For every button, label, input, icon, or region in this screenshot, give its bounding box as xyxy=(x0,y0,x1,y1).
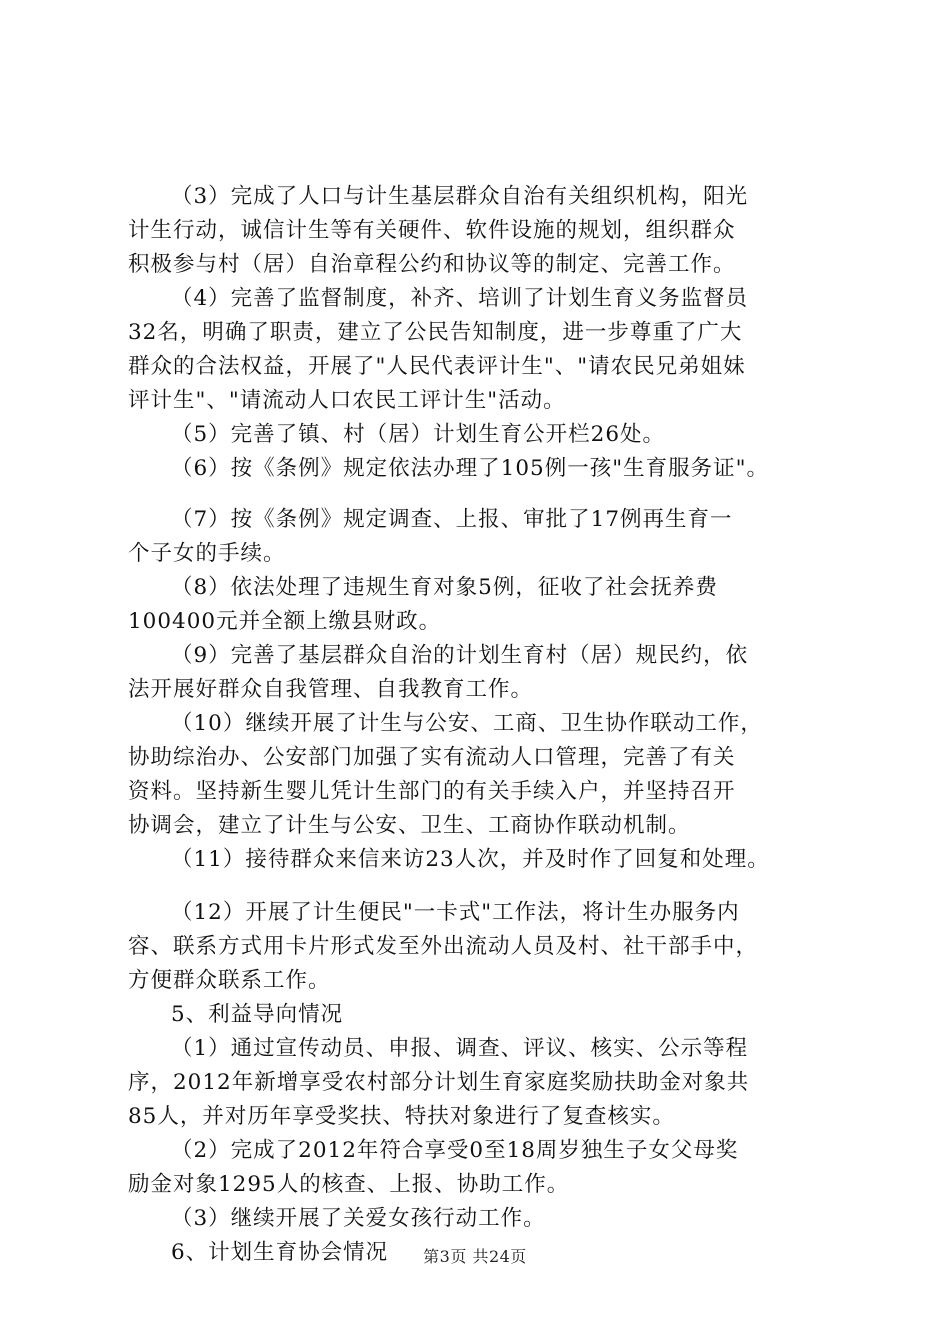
text-line: 85人，并对历年享受奖扶、特扶对象进行了复查核实。 xyxy=(128,1104,675,1129)
paragraph-9 xyxy=(128,639,838,707)
paragraph-benefit-3 xyxy=(128,1202,838,1236)
paragraph-6 xyxy=(128,452,838,486)
text-line: 计生行动，诚信计生等有关硬件、软件设施的规划，组织群众 xyxy=(128,218,736,243)
page-number-footer: 第3页 共24页 xyxy=(423,1247,527,1266)
paragraph-7 xyxy=(128,503,838,571)
text-line: 评计生"、"请流动人口农民工评计生"活动。 xyxy=(128,388,566,413)
text-line: （1）通过宣传动员、申报、调查、评议、核实、公示等程 xyxy=(171,1036,749,1061)
text-line: 容、联系方式用卡片形式发至外出流动人员及村、社干部手中， xyxy=(128,934,759,959)
paragraph-5 xyxy=(128,418,838,452)
text-line: 序，2012年新增享受农村部分计划生育家庭奖励扶助金对象共 xyxy=(128,1070,750,1095)
text-line: 法开展好群众自我管理、自我教育工作。 xyxy=(128,677,534,702)
text-line: （8）依法处理了违规生育对象5例，征收了社会抚养费 xyxy=(171,575,718,600)
text-line: 6、计划生育协会情况 xyxy=(171,1240,389,1265)
text-line: 协助综治办、公安部门加强了实有流动人口管理，完善了有关 xyxy=(128,745,736,770)
paragraph-3 xyxy=(128,180,838,282)
text-line: （3）继续开展了关爱女孩行动工作。 xyxy=(171,1206,546,1231)
paragraph-12 xyxy=(128,896,838,998)
text-line: （2）完成了2012年符合享受0至18周岁独生子女父母奖 xyxy=(171,1138,739,1163)
paragraph-8 xyxy=(128,571,838,639)
paragraph-10 xyxy=(128,707,838,843)
text-line: 资料。坚持新生婴儿凭计生部门的有关手续入户，并坚持召开 xyxy=(128,779,736,804)
text-line: 励金对象1295人的核查、上报、协助工作。 xyxy=(128,1172,570,1197)
text-line: （7）按《条例》规定调查、上报、审批了17例再生育一 xyxy=(171,507,733,532)
text-line: （12）开展了计生便民"一卡式"工作法，将计生办服务内 xyxy=(171,900,740,925)
paragraph-4 xyxy=(128,282,838,418)
text-line: （6）按《条例》规定依法办理了105例一孩"生育服务证"。 xyxy=(171,456,769,481)
paragraph-11 xyxy=(128,843,838,877)
text-line: 群众的合法权益，开展了"人民代表评计生"、"请农民兄弟姐妹 xyxy=(128,354,746,379)
text-line: （3）完成了人口与计生基层群众自治有关组织机构，阳光 xyxy=(171,184,749,209)
text-line: （4）完善了监督制度，补齐、培训了计划生育义务监督员 xyxy=(171,286,749,311)
text-line: 100400元并全额上缴县财政。 xyxy=(128,609,442,634)
text-line: 5、利益导向情况 xyxy=(171,1002,344,1027)
text-line: 个子女的手续。 xyxy=(128,541,286,566)
text-line: 方便群众联系工作。 xyxy=(128,968,331,993)
text-line: （5）完善了镇、村（居）计划生育公开栏26处。 xyxy=(171,422,666,447)
text-line: 积极参与村（居）自治章程公约和协议等的制定、完善工作。 xyxy=(128,252,736,277)
text-line: 协调会，建立了计生与公安、卫生、工商协作联动机制。 xyxy=(128,813,691,838)
paragraph-benefit-2 xyxy=(128,1134,838,1202)
text-line: （10）继续开展了计生与公安、工商、卫生协作联动工作， xyxy=(171,711,763,736)
text-line: 32名，明确了职责，建立了公民告知制度，进一步尊重了广大 xyxy=(128,320,743,345)
text-line: （9）完善了基层群众自治的计划生育村（居）规民约，依 xyxy=(171,643,749,668)
paragraph-benefit-1 xyxy=(128,1032,838,1134)
section-heading-5 xyxy=(128,998,838,1032)
text-line: （11）接待群众来信来访23人次，并及时作了回复和处理。 xyxy=(171,847,770,872)
